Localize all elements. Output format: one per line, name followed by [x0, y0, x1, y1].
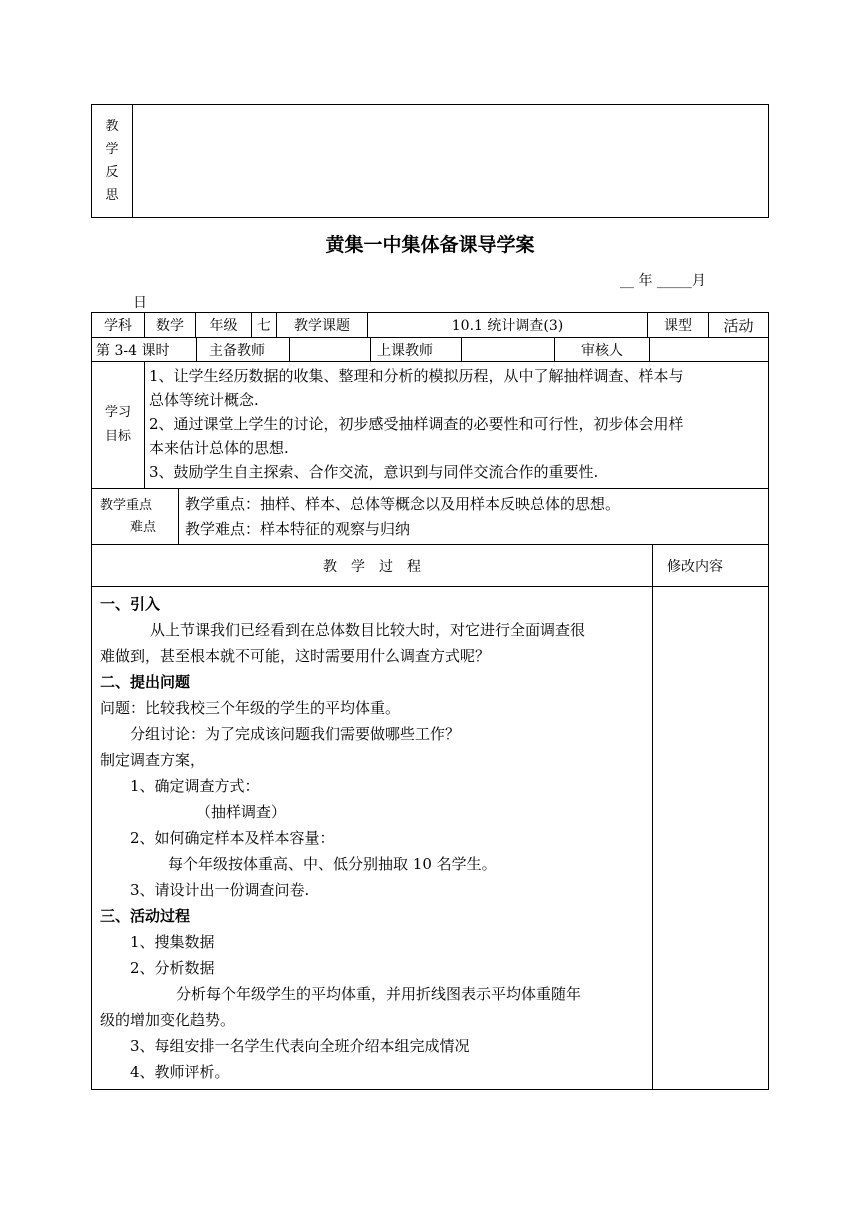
type-value: 活动	[709, 313, 769, 338]
key-points-table	[91, 488, 769, 545]
period-label: 第 3-4 课时	[92, 338, 197, 362]
key-points-label-line: 难点	[130, 519, 157, 535]
list-item: 3、每组安排一名学生代表向全班介绍本组完成情况	[130, 1037, 470, 1055]
list-item-detail: 分析每个年级学生的平均体重，并用折线图表示平均体重随年	[176, 985, 582, 1003]
lead-teacher-value	[290, 338, 371, 362]
teaching-focus: 教学重点：抽样、样本、总体等概念以及用样本反映总体的思想。	[185, 494, 621, 513]
date-day: 日	[133, 295, 147, 311]
reflection-label	[92, 105, 133, 218]
reflection-char: 教	[105, 119, 119, 134]
text-line: 问题：比较我校三个年级的学生的平均体重。	[100, 699, 401, 717]
goals-table	[91, 361, 769, 489]
list-item: 2、分析数据	[130, 959, 215, 977]
reflection-char: 反	[105, 165, 119, 180]
goals-label-line: 目标	[104, 429, 131, 444]
key-points-content	[179, 489, 769, 545]
teacher-label: 上课教师	[371, 338, 462, 362]
goal-line: 2、通过课堂上学生的讨论，初步感受抽样调查的必要性和可行性，初步体会用样	[149, 415, 684, 433]
goals-content	[145, 362, 769, 489]
reviewer-value	[650, 338, 769, 362]
list-item: 1、搜集数据	[130, 933, 215, 951]
goal-line: 本来估计总体的思想.	[149, 439, 289, 457]
reflection-char: 思	[105, 188, 119, 203]
section-question-heading: 二、提出问题	[100, 673, 191, 691]
reflection-content	[133, 105, 769, 218]
info-row-2	[91, 337, 769, 362]
teaching-difficulty: 教学难点：样本特征的观察与归纳	[185, 519, 411, 538]
list-item-detail: （抽样调查）	[196, 803, 287, 821]
list-item-detail: 每个年级按体重高、中、低分别抽取 10 名学生。	[168, 855, 497, 873]
goal-line: 总体等统计概念.	[149, 391, 259, 409]
goals-label-line: 学习	[104, 405, 131, 420]
grade-label: 年级	[196, 313, 252, 338]
grade-value: 七	[252, 313, 277, 338]
text-line: 难做到，甚至根本就不可能，这时需要用什么调查方式呢？	[100, 647, 491, 665]
text-line: 级的增加变化趋势。	[100, 1011, 236, 1029]
info-row-1	[91, 312, 769, 338]
section-activity-heading: 三、活动过程	[100, 907, 191, 925]
text-line: 制定调查方案，	[100, 751, 206, 769]
list-item: 3、请设计出一份调查问卷.	[130, 881, 310, 899]
section-intro-heading: 一、引入	[100, 595, 161, 613]
process-header: 教 学 过 程	[92, 545, 653, 587]
subject-value: 数学	[145, 313, 196, 338]
goal-line: 3、鼓励学生自主探索、合作交流，意识到与同伴交流合作的重要性.	[149, 463, 599, 481]
list-item: 1、确定调查方式：	[130, 777, 260, 795]
teacher-value	[462, 338, 555, 362]
page-title: 黄集一中集体备课导学案	[325, 234, 535, 256]
revision-content	[653, 587, 769, 1090]
revision-header: 修改内容	[653, 545, 769, 587]
goals-label	[92, 362, 145, 489]
list-item: 4、教师评析。	[130, 1063, 230, 1081]
lead-teacher-label: 主备教师	[197, 338, 290, 362]
reflection-table	[91, 104, 769, 218]
reflection-char: 学	[105, 142, 119, 157]
subject-label: 学科	[92, 313, 145, 338]
type-label: 课型	[648, 313, 709, 338]
process-content	[92, 587, 653, 1090]
text-line: 分组讨论：为了完成该问题我们需要做哪些工作？	[130, 725, 461, 743]
reviewer-label: 审核人	[555, 338, 650, 362]
goal-line: 1、让学生经历数据的收集、整理和分析的模拟历程，从中了解抽样调查、样本与	[149, 367, 684, 385]
date-line: __ 年 _____月	[620, 273, 706, 289]
list-item: 2、如何确定样本及样本容量：	[130, 829, 335, 847]
key-points-label-line: 教学重点	[100, 497, 153, 513]
key-points-label	[92, 489, 179, 545]
topic-value: 10.1 统计调查(3)	[368, 313, 648, 338]
topic-label: 教学课题	[277, 313, 368, 338]
process-table	[91, 544, 769, 1090]
text-line: 从上节课我们已经看到在总体数目比较大时，对它进行全面调查很	[150, 621, 586, 639]
